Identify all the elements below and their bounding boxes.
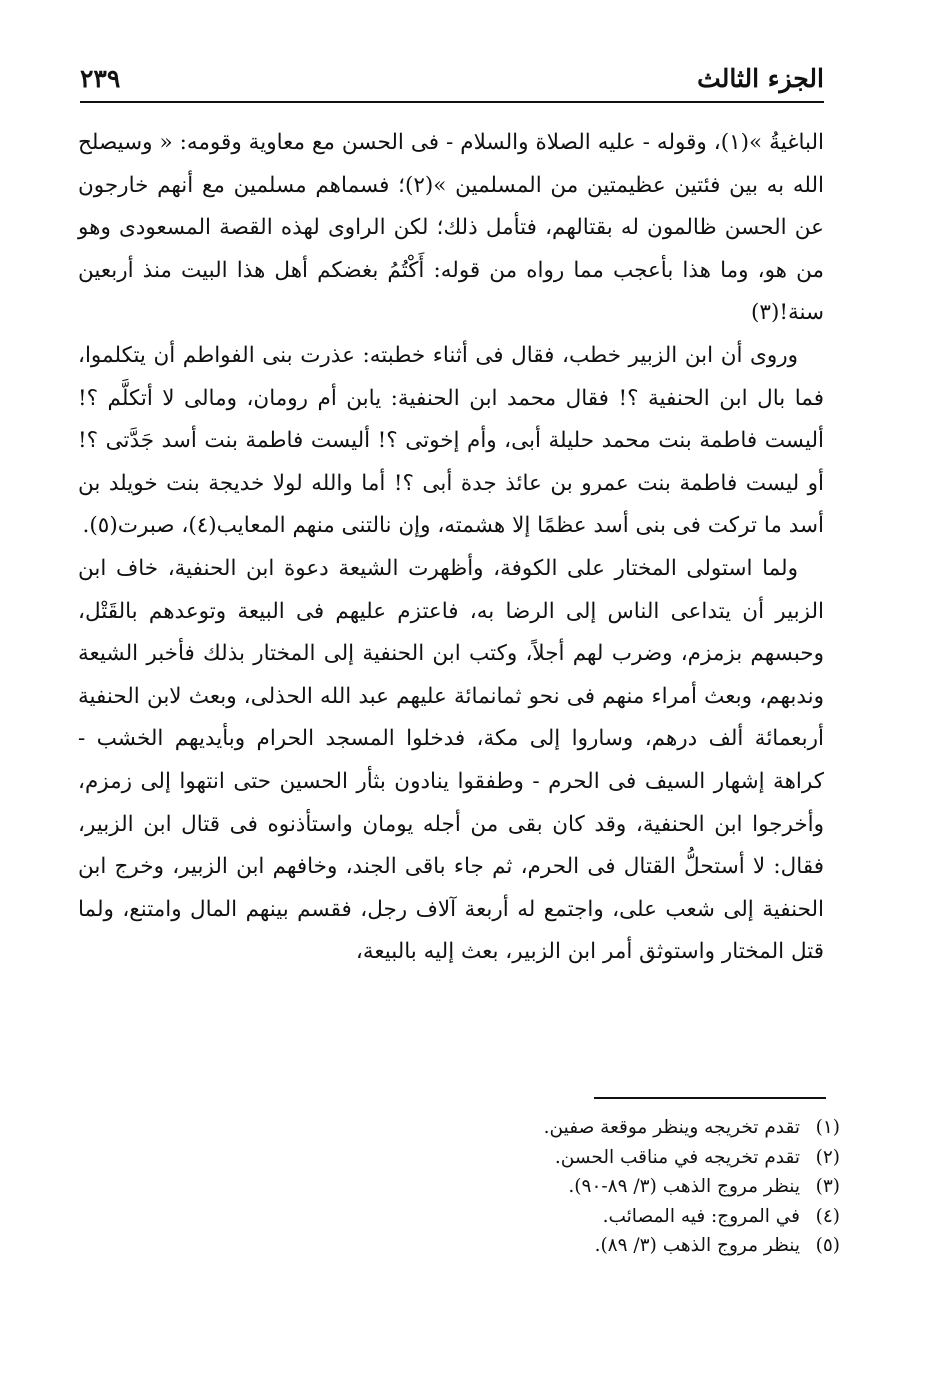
- footnote-number: (٤): [815, 1205, 840, 1227]
- header-rule: [80, 101, 824, 103]
- footnote-text: تقدم تخريجه وينظر موقعة صفين.: [543, 1117, 800, 1138]
- paragraph-2: وروى أن ابن الزبير خطب، فقال فى أثناء خطبته: عذرت بنى الفواطم أن يتكلموا، فما بال ابن الحنفية ؟! فقال محمد ابن الحنفية: يابن أم رومان، ومالى لا أتكلَّم ؟! أليست فاطمة بنت محمد حليلة أبى، وأم إخوتى ؟! أليست فاطمة بنت أسد جَدَّتى ؟! أو ليست فاطمة بنت عمرو بن عائذ جدة أبى ؟! أما والله لولا خديجة بنت خويلد بن أسد ما تركت فى بنى أسد عظمًا إلا هشمته، وإن نالتنى منهم المعايب(٤)، صبرت(٥).: [78, 342, 824, 539]
- footnote-text: ينظر مروج الذهب (٣/ ٨٩).: [594, 1235, 800, 1256]
- paragraph-1: الباغيةُ »(١)، وقوله - عليه الصلاة والسلام - فى الحسن مع معاوية وقومه: « وسيصلح الله به بين فئتين عظيمتين من المسلمين »(٢)؛ فسماهم مسلمين مع أنهم خارجون عن الحسن ظالمون له بقتالهم، فتأمل ذلك؛ لكن الراوى لهذه القصة المسعودى وهو من هو، وما هذا بأعجب مما رواه من قوله: أَكْتُمُ بغضكم أهل هذا البيت منذ أربعين سنة!(٣): [78, 130, 825, 326]
- footnote-number: (٣): [815, 1176, 840, 1197]
- footnote-4: [300, 1202, 840, 1232]
- page-number: ٢٣٩: [80, 63, 121, 93]
- footnote-text: تقدم تخريجه في مناقب الحسن.: [554, 1146, 800, 1168]
- footnote-2: [300, 1143, 840, 1173]
- main-text: [78, 122, 824, 974]
- footnote-number: (١): [815, 1117, 840, 1138]
- footnote-5: [300, 1231, 840, 1261]
- footnote-text: ينظر مروج الذهب (٣/ ٨٩-٩٠).: [568, 1176, 800, 1197]
- footnote-3: [300, 1172, 840, 1202]
- footnote-number: (٥): [815, 1235, 840, 1256]
- footnotes: [300, 1113, 840, 1261]
- footnote-rule: [594, 1097, 826, 1099]
- section-title: الجزء الثالث: [697, 63, 824, 93]
- footnote-text: في المروج: فيه المصائب.: [602, 1205, 800, 1227]
- footnote-number: (٢): [815, 1146, 840, 1168]
- running-header: [80, 56, 824, 100]
- footnote-1: [300, 1113, 840, 1143]
- paragraph-3: ولما استولى المختار على الكوفة، وأظهرت الشيعة دعوة ابن الحنفية، خاف ابن الزبير أن يتداعى الناس إلى الرضا به، فاعتزم عليهم فى البيعة وتوعدهم بالقَتْل، وحبسهم بزمزم، وضرب لهم أجلاً، وكتب ابن الحنفية إلى المختار بذلك فأخبر الشيعة وندبهم، وبعث أمراء منهم فى نحو ثمانمائة عليهم عبد الله الحذلى، وبعث لابن الحنفية أربعمائة ألف درهم، وساروا إلى مكة، فدخلوا المسجد الحرام وبأيديهم الخشب - كراهة إشهار السيف فى الحرم - وطفقوا ينادون بثأر الحسين حتى انتهوا إلى زمزم، وأخرجوا ابن الحنفية، وقد كان بقى من أجله يومان واستأذنوه فى قتال ابن الزبير، فقال: لا أستحلُّ القتال فى الحرم، ثم جاء باقى الجند، وخافهم ابن الزبير، وخرج ابن الحنفية إلى شعب على، واجتمع له أربعة آلاف رجل، فقسم بينهم المال وامتنع، ولما قتل المختار واستوثق أمر ابن الزبير، بعث إليه بالبيعة،: [78, 555, 824, 965]
